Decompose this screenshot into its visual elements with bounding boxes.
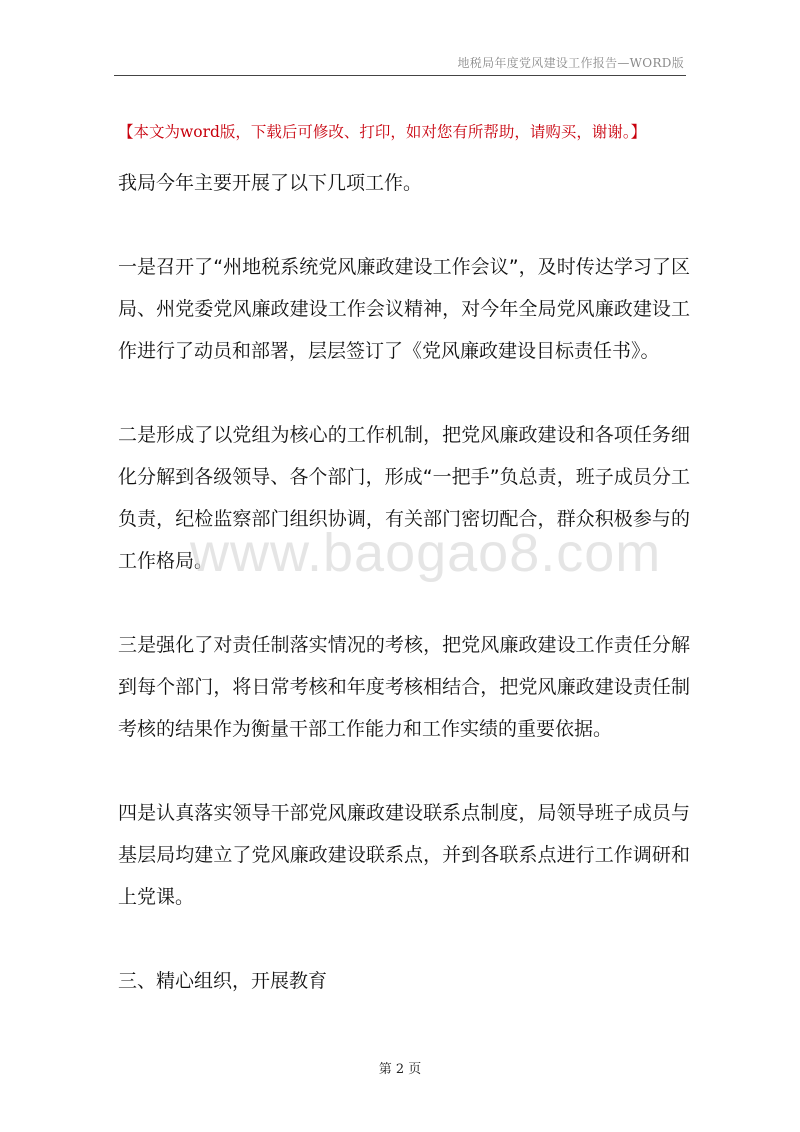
paragraph-item-3: 三是强化了对责任制落实情况的考核，把党风廉政建设工作责任分解到每个部门，将日常考核和年度考核相结合，把党风廉政建设责任制考核的结果作为衡量干部工作能力和工作实绩的重要依据。 [118, 634, 690, 740]
header-divider [114, 75, 686, 76]
document-body [118, 162, 690, 1002]
paragraph-item-1: 一是召开了“州地税系统党风廉政建设工作会议”，及时传达学习了区局、州党委党风廉政建设工作会议精神，对今年全局党风廉政建设工作进行了动员和部署，层层签订了《党风廉政建设目标责任书》。 [118, 256, 690, 362]
paragraph-item-2: 二是形成了以党组为核心的工作机制，把党风廉政建设和各项任务细化分解到各级领导、各个部门，形成“一把手”负总责，班子成员分工负责，纪检监察部门组织协调，有关部门密切配合，群众积极参与的工作格局。 [118, 424, 690, 572]
paragraph-intro: 我局今年主要开展了以下几项工作。 [118, 172, 423, 194]
page-number: 第 2 页 [378, 1062, 422, 1077]
paragraph-item-4: 四是认真落实领导干部党风廉政建设联系点制度，局领导班子成员与基层局均建立了党风廉政建设联系点，并到各联系点进行工作调研和上党课。 [118, 802, 690, 908]
page-header-title: 地税局年度党风建设工作报告—WORD版 [457, 56, 684, 70]
download-notice: 【本文为word版，下载后可修改、打印，如对您有所帮助，请购买，谢谢。】 [118, 123, 647, 141]
watermark-text: www.baogao8.com [190, 523, 662, 583]
section-heading: 三、精心组织，开展教育 [118, 970, 328, 992]
